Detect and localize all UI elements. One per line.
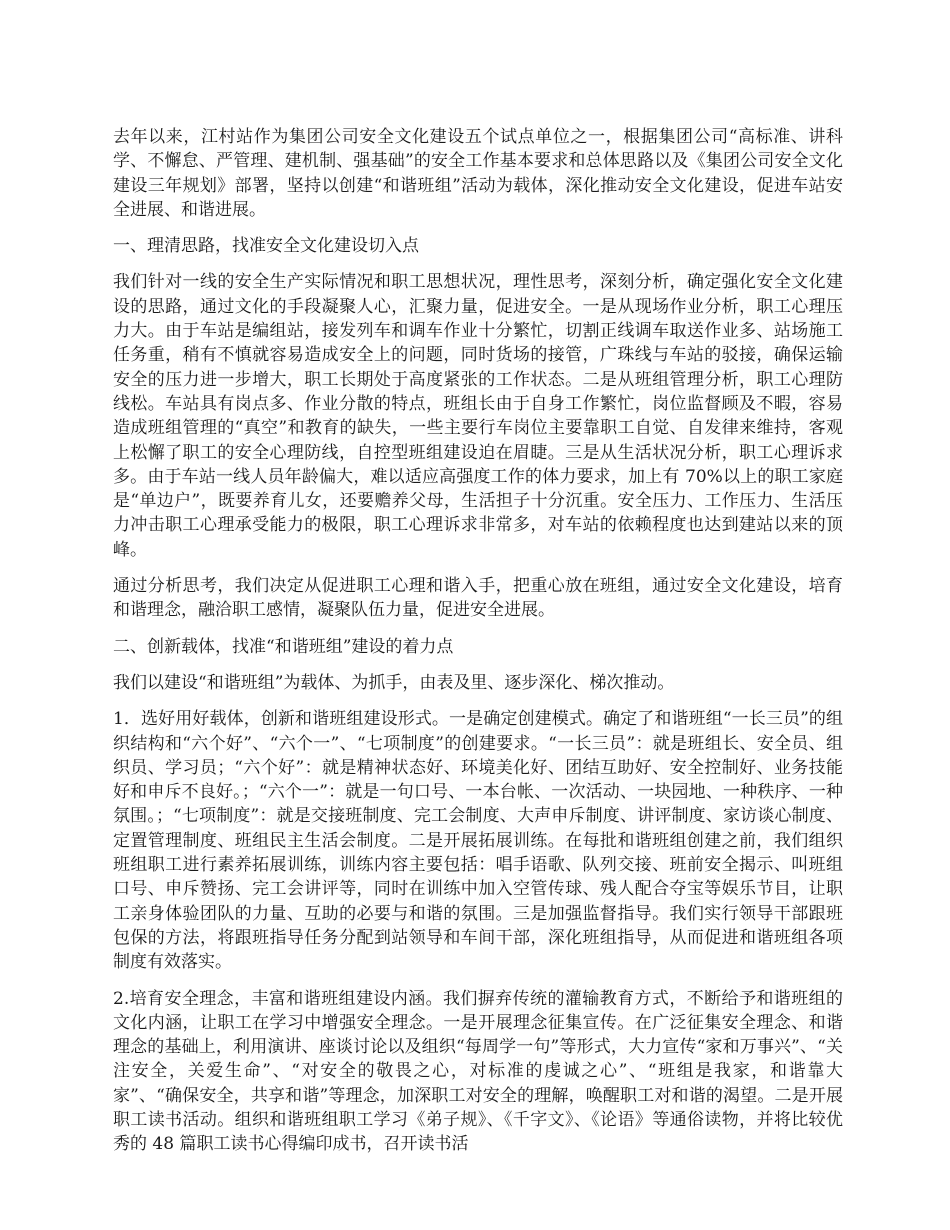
document-page — [113, 125, 843, 1169]
section-heading-1: 一、理清思路，找准安全文化建设切入点 — [113, 236, 419, 257]
section-heading-2: 二、创新载体，找准“和谐班组”建设的着力点 — [113, 636, 454, 657]
item-2-paragraph: 2.培育安全理念，丰富和谐班组建设内涵。我们摒弃传统的灌输教育方式，不断给予和谐班组的文化内涵，让职工在学习中增强安全理念。一是开展理念征集宣传。在广泛征集安全理念、和谐理念的基础上，利用演讲、座谈讨论以及组织“每周学一句”等形式，大力宣传“家和万事兴”、“关注安全，关爱生命”、“对安全的敬畏之心，对标准的虔诚之心”、“班组是我家，和谐靠大家”、“确保安全，共享和谐”等理念，加深职工对安全的理解，唤醒职工对和谐的渴望。二是开展职工读书活动。组织和谐班组职工学习《弟子规》、《千字文》、《论语》等通俗读物，并将比较优秀的 48 篇职工读书心得编印成书，召开读书活 — [113, 988, 843, 1155]
analysis-paragraph: 我们针对一线的安全生产实际情况和职工思想状况，理性思考，深刻分析，确定强化安全文化建设的思路，通过文化的手段凝聚人心，汇聚力量，促进安全。一是从现场作业分析，职工心理压力大。由于车站是编组站，接发列车和调车作业十分繁忙，切割正线调车取送作业多、站场施工任务重，稍有不慎就容易造成安全上的问题，同时货场的接管，广珠线与车站的驳接，确保运输安全的压力进一步增大，职工长期处于高度紧张的工作状态。二是从班组管理分析，职工心理防线松。车站具有岗点多、作业分散的特点，班组长由于自身工作繁忙，岗位监督顾及不暇，容易造成班组管理的“真空”和教育的缺失，一些主要行车岗位主要靠职工自觉、自发律来维持，客观上松懈了职工的安全心理防线，自控型班组建设迫在眉睫。三是从生活状况分析，职工心理诉求多。由于车站一线人员年龄偏大，难以适应高强度工作的体力要求，加上有 70%以上的职工家庭是“单边户”，既要养育儿女，还要赡养父母，生活担子十分沉重。安全压力、工作压力、生活压力冲击职工心理承受能力的极限，职工心理诉求非常多，对车站的依赖程度也达到建站以来的顶峰。 — [113, 272, 843, 560]
item-1-paragraph: 1．选好用好载体，创新和谐班组建设形式。一是确定创建模式。确定了和谐班组“一长三员”的组织结构和“六个好”、“六个一”、“七项制度”的创建要求。“一长三员”：就是班组长、安全员、组织员、学习员；“六个好”：就是精神状态好、环境美化好、团结互助好、安全控制好、业务技能好和申斥不良好。；“六个一”：就是一句口号、一本台帐、一次活动、一块园地、一种秩序、一种氛围。；“七项制度”：就是交接班制度、完工会制度、大声申斥制度、讲评制度、家访谈心制度、定置管理制度、班组民主生活会制度。二是开展拓展训练。在每批和谐班组创建之前，我们组织班组职工进行素养拓展训练，训练内容主要包括：唱手语歌、队列交接、班前安全揭示、叫班组口号、申斥赞扬、完工会讲评等，同时在训练中加入空管传球、残人配合夺宝等娱乐节目，让职工亲身体验团队的力量、互助的必要与和谐的氛围。三是加强监督指导。我们实行领导干部跟班包保的方法，将跟班指导任务分配到站领导和车间干部，深化班组指导，从而促进和谐班组各项制度有效落实。 — [113, 709, 843, 973]
conclusion-paragraph: 通过分析思考，我们决定从促进职工心理和谐入手，把重心放在班组，通过安全文化建设，培育和谐理念，融洽职工感情，凝聚队伍力量，促进安全进展。 — [113, 576, 843, 621]
approach-paragraph: 我们以建设“和谐班组”为载体、为抓手，由表及里、逐步深化、梯次推动。 — [113, 672, 675, 693]
intro-paragraph: 去年以来，江村站作为集团公司安全文化建设五个试点单位之一，根据集团公司“高标准、讲科学、不懈怠、严管理、建机制、强基础”的安全工作基本要求和总体思路以及《集团公司安全文化建设三年规划》部署，坚持以创建“和谐班组”活动为载体，深化推动安全文化建设，促进车站安全进展、和谐进展。 — [113, 127, 843, 220]
